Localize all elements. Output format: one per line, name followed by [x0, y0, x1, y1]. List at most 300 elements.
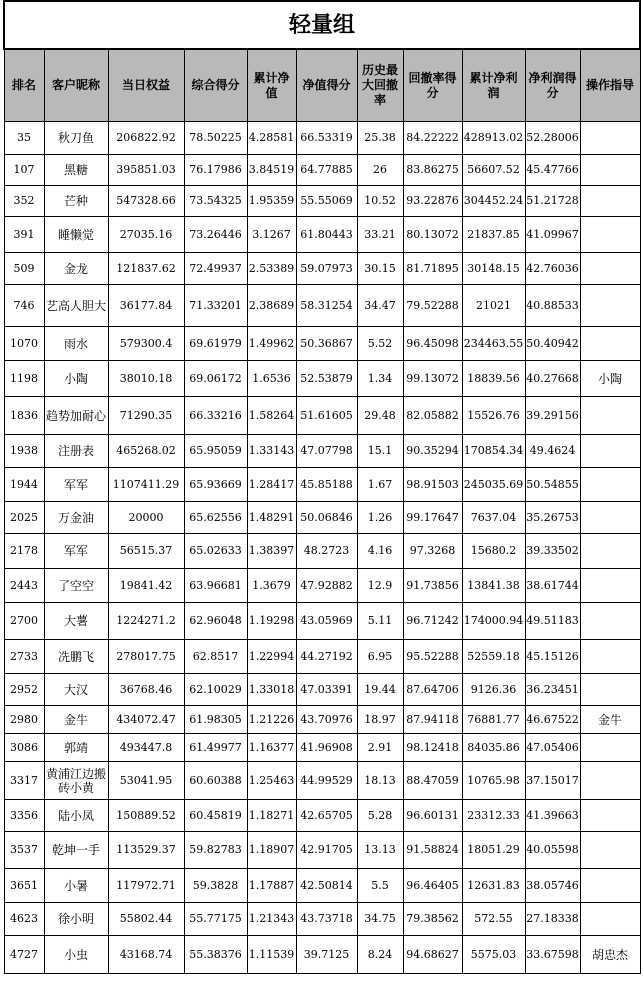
cell-equity: 36768.46	[108, 674, 184, 706]
cell-equity: 434072.47	[108, 706, 184, 734]
cell-cum-nav: 1.48291	[247, 502, 296, 534]
cell-equity: 395851.03	[108, 155, 184, 186]
cell-cum-profit: 428913.02	[462, 122, 525, 155]
table-row	[4, 674, 640, 706]
cell-nickname: 注册表	[44, 435, 108, 468]
cell-rank: 2700	[4, 603, 44, 640]
cell-cum-nav: 1.18271	[247, 800, 296, 832]
cell-equity: 1224271.2	[108, 603, 184, 640]
cell-drawdown-score: 99.17647	[403, 502, 462, 534]
cell-nav-score: 45.85188	[296, 468, 357, 502]
table-row	[4, 155, 640, 186]
cell-max-drawdown: 5.11	[357, 603, 403, 640]
cell-guide	[580, 640, 640, 674]
table-row	[4, 640, 640, 674]
table-row	[4, 734, 640, 762]
cell-max-drawdown: 18.97	[357, 706, 403, 734]
cell-cum-profit: 23312.33	[462, 800, 525, 832]
cell-profit-score: 40.88533	[525, 285, 580, 327]
cell-cum-profit: 21837.85	[462, 217, 525, 253]
cell-total-score: 55.38376	[184, 936, 247, 974]
ranking-table	[3, 0, 641, 974]
cell-equity: 38010.18	[108, 361, 184, 397]
cell-cum-nav: 2.38689	[247, 285, 296, 327]
cell-cum-profit: 234463.55	[462, 327, 525, 361]
cell-total-score: 69.06172	[184, 361, 247, 397]
cell-nav-score: 44.27192	[296, 640, 357, 674]
cell-profit-score: 46.67522	[525, 706, 580, 734]
cell-nav-score: 52.53879	[296, 361, 357, 397]
cell-nav-score: 43.73718	[296, 903, 357, 936]
header-profit-score: 净利润得分	[525, 49, 580, 122]
cell-rank: 3317	[4, 762, 44, 800]
cell-cum-nav: 4.28581	[247, 122, 296, 155]
cell-cum-nav: 1.21343	[247, 903, 296, 936]
cell-drawdown-score: 81.71895	[403, 253, 462, 285]
table-row	[4, 706, 640, 734]
header-rank: 排名	[4, 49, 44, 122]
cell-cum-nav: 1.21226	[247, 706, 296, 734]
cell-nickname: 万金油	[44, 502, 108, 534]
cell-drawdown-score: 91.58824	[403, 832, 462, 869]
cell-cum-profit: 18839.56	[462, 361, 525, 397]
cell-profit-score: 38.05746	[525, 869, 580, 903]
cell-nav-score: 47.03391	[296, 674, 357, 706]
cell-cum-nav: 1.95359	[247, 186, 296, 217]
cell-guide	[580, 285, 640, 327]
cell-drawdown-score: 79.52288	[403, 285, 462, 327]
cell-total-score: 60.45819	[184, 800, 247, 832]
cell-nickname: 黑糖	[44, 155, 108, 186]
cell-profit-score: 39.33502	[525, 534, 580, 569]
cell-cum-nav: 1.18907	[247, 832, 296, 869]
header-drawdown-score: 回撤率得分	[403, 49, 462, 122]
cell-max-drawdown: 10.52	[357, 186, 403, 217]
cell-cum-profit: 5575.03	[462, 936, 525, 974]
cell-guide	[580, 327, 640, 361]
cell-equity: 43168.74	[108, 936, 184, 974]
cell-total-score: 65.95059	[184, 435, 247, 468]
header-nav-score: 净值得分	[296, 49, 357, 122]
cell-total-score: 73.26446	[184, 217, 247, 253]
cell-guide: 金牛	[580, 706, 640, 734]
cell-guide	[580, 762, 640, 800]
cell-nav-score: 50.06846	[296, 502, 357, 534]
cell-rank: 3537	[4, 832, 44, 869]
cell-nav-score: 42.65705	[296, 800, 357, 832]
cell-nickname: 小陶	[44, 361, 108, 397]
cell-nickname: 冼鹏飞	[44, 640, 108, 674]
cell-total-score: 60.60388	[184, 762, 247, 800]
cell-rank: 391	[4, 217, 44, 253]
cell-guide	[580, 903, 640, 936]
header-cum-nav: 累计净值	[247, 49, 296, 122]
table-row	[4, 936, 640, 974]
cell-profit-score: 40.27668	[525, 361, 580, 397]
cell-nickname: 金龙	[44, 253, 108, 285]
cell-guide	[580, 253, 640, 285]
cell-cum-profit: 15526.76	[462, 397, 525, 435]
cell-equity: 579300.4	[108, 327, 184, 361]
cell-nav-score: 47.92882	[296, 569, 357, 603]
cell-drawdown-score: 96.46405	[403, 869, 462, 903]
cell-nickname: 趋势加耐心	[44, 397, 108, 435]
table-row	[4, 603, 640, 640]
cell-drawdown-score: 96.45098	[403, 327, 462, 361]
header-cum-profit: 累计净利润	[462, 49, 525, 122]
cell-rank: 1198	[4, 361, 44, 397]
cell-total-score: 62.10029	[184, 674, 247, 706]
cell-cum-nav: 1.33143	[247, 435, 296, 468]
cell-cum-nav: 1.28417	[247, 468, 296, 502]
cell-guide	[580, 534, 640, 569]
cell-guide	[580, 832, 640, 869]
cell-total-score: 71.33201	[184, 285, 247, 327]
cell-drawdown-score: 84.22222	[403, 122, 462, 155]
cell-profit-score: 37.15017	[525, 762, 580, 800]
cell-nav-score: 44.99529	[296, 762, 357, 800]
cell-guide	[580, 468, 640, 502]
cell-profit-score: 49.51183	[525, 603, 580, 640]
cell-cum-profit: 15680.2	[462, 534, 525, 569]
cell-cum-profit: 13841.38	[462, 569, 525, 603]
cell-max-drawdown: 29.48	[357, 397, 403, 435]
cell-max-drawdown: 1.34	[357, 361, 403, 397]
cell-equity: 465268.02	[108, 435, 184, 468]
cell-cum-profit: 56607.52	[462, 155, 525, 186]
cell-nav-score: 55.55069	[296, 186, 357, 217]
header-max-drawdown: 历史最大回撤率	[357, 49, 403, 122]
cell-equity: 121837.62	[108, 253, 184, 285]
cell-guide	[580, 217, 640, 253]
cell-nickname: 睡懒觉	[44, 217, 108, 253]
cell-equity: 36177.84	[108, 285, 184, 327]
cell-equity: 71290.35	[108, 397, 184, 435]
cell-cum-profit: 18051.29	[462, 832, 525, 869]
cell-profit-score: 50.40942	[525, 327, 580, 361]
cell-total-score: 72.49937	[184, 253, 247, 285]
cell-max-drawdown: 8.24	[357, 936, 403, 974]
cell-max-drawdown: 19.44	[357, 674, 403, 706]
cell-equity: 117972.71	[108, 869, 184, 903]
cell-cum-profit: 304452.24	[462, 186, 525, 217]
cell-max-drawdown: 13.13	[357, 832, 403, 869]
table-row	[4, 435, 640, 468]
table-row	[4, 869, 640, 903]
cell-cum-nav: 1.38397	[247, 534, 296, 569]
cell-equity: 547328.66	[108, 186, 184, 217]
cell-max-drawdown: 1.26	[357, 502, 403, 534]
cell-equity: 493447.8	[108, 734, 184, 762]
cell-cum-profit: 76881.77	[462, 706, 525, 734]
cell-profit-score: 35.26753	[525, 502, 580, 534]
cell-guide	[580, 122, 640, 155]
cell-equity: 278017.75	[108, 640, 184, 674]
cell-max-drawdown: 5.28	[357, 800, 403, 832]
cell-total-score: 61.49977	[184, 734, 247, 762]
table-row	[4, 186, 640, 217]
cell-profit-score: 38.61744	[525, 569, 580, 603]
cell-profit-score: 40.05598	[525, 832, 580, 869]
cell-guide	[580, 674, 640, 706]
cell-max-drawdown: 15.1	[357, 435, 403, 468]
cell-cum-nav: 1.49962	[247, 327, 296, 361]
cell-guide	[580, 734, 640, 762]
cell-rank: 4727	[4, 936, 44, 974]
cell-equity: 55802.44	[108, 903, 184, 936]
cell-rank: 1836	[4, 397, 44, 435]
cell-nickname: 郭靖	[44, 734, 108, 762]
cell-cum-profit: 245035.69	[462, 468, 525, 502]
cell-cum-nav: 1.17887	[247, 869, 296, 903]
cell-nav-score: 64.77885	[296, 155, 357, 186]
cell-cum-nav: 1.6536	[247, 361, 296, 397]
cell-profit-score: 47.05406	[525, 734, 580, 762]
cell-guide	[580, 435, 640, 468]
cell-max-drawdown: 18.13	[357, 762, 403, 800]
cell-guide	[580, 186, 640, 217]
cell-cum-profit: 10765.98	[462, 762, 525, 800]
table-row	[4, 217, 640, 253]
cell-max-drawdown: 2.91	[357, 734, 403, 762]
cell-max-drawdown: 6.95	[357, 640, 403, 674]
cell-guide	[580, 502, 640, 534]
cell-nickname: 军军	[44, 534, 108, 569]
cell-guide	[580, 397, 640, 435]
cell-guide: 小陶	[580, 361, 640, 397]
cell-nickname: 金牛	[44, 706, 108, 734]
cell-cum-profit: 174000.94	[462, 603, 525, 640]
cell-profit-score: 41.39663	[525, 800, 580, 832]
cell-nav-score: 51.61605	[296, 397, 357, 435]
cell-nickname: 乾坤一手	[44, 832, 108, 869]
cell-drawdown-score: 93.22876	[403, 186, 462, 217]
cell-total-score: 65.93669	[184, 468, 247, 502]
cell-nickname: 陆小凤	[44, 800, 108, 832]
cell-drawdown-score: 88.47059	[403, 762, 462, 800]
cell-drawdown-score: 91.73856	[403, 569, 462, 603]
cell-total-score: 66.33216	[184, 397, 247, 435]
cell-cum-nav: 1.58264	[247, 397, 296, 435]
table-row	[4, 285, 640, 327]
cell-equity: 27035.16	[108, 217, 184, 253]
cell-rank: 509	[4, 253, 44, 285]
cell-rank: 1070	[4, 327, 44, 361]
table-row	[4, 397, 640, 435]
cell-total-score: 78.50225	[184, 122, 247, 155]
cell-total-score: 59.3828	[184, 869, 247, 903]
cell-cum-nav: 1.22994	[247, 640, 296, 674]
cell-nav-score: 50.36867	[296, 327, 357, 361]
cell-total-score: 62.8517	[184, 640, 247, 674]
cell-cum-nav: 1.16377	[247, 734, 296, 762]
cell-rank: 107	[4, 155, 44, 186]
cell-total-score: 76.17986	[184, 155, 247, 186]
cell-cum-profit: 21021	[462, 285, 525, 327]
table-row	[4, 253, 640, 285]
cell-max-drawdown: 5.52	[357, 327, 403, 361]
table-row	[4, 122, 640, 155]
cell-max-drawdown: 25.38	[357, 122, 403, 155]
cell-drawdown-score: 83.86275	[403, 155, 462, 186]
header-guide: 操作指导	[580, 49, 640, 122]
cell-guide	[580, 800, 640, 832]
cell-nav-score: 61.80443	[296, 217, 357, 253]
cell-profit-score: 39.29156	[525, 397, 580, 435]
cell-cum-profit: 170854.34	[462, 435, 525, 468]
cell-total-score: 55.77175	[184, 903, 247, 936]
cell-total-score: 63.96681	[184, 569, 247, 603]
cell-drawdown-score: 99.13072	[403, 361, 462, 397]
cell-total-score: 73.54325	[184, 186, 247, 217]
cell-profit-score: 27.18338	[525, 903, 580, 936]
cell-nav-score: 48.2723	[296, 534, 357, 569]
cell-rank: 2443	[4, 569, 44, 603]
cell-nav-score: 41.96908	[296, 734, 357, 762]
cell-profit-score: 45.47766	[525, 155, 580, 186]
cell-max-drawdown: 1.67	[357, 468, 403, 502]
table-row	[4, 903, 640, 936]
cell-rank: 3651	[4, 869, 44, 903]
cell-nav-score: 42.91705	[296, 832, 357, 869]
cell-guide	[580, 155, 640, 186]
table-row	[4, 569, 640, 603]
cell-drawdown-score: 94.68627	[403, 936, 462, 974]
cell-max-drawdown: 5.5	[357, 869, 403, 903]
cell-guide	[580, 603, 640, 640]
cell-cum-profit: 9126.36	[462, 674, 525, 706]
table-row	[4, 534, 640, 569]
cell-max-drawdown: 26	[357, 155, 403, 186]
cell-rank: 3356	[4, 800, 44, 832]
cell-rank: 1938	[4, 435, 44, 468]
cell-profit-score: 45.15126	[525, 640, 580, 674]
cell-nav-score: 59.07973	[296, 253, 357, 285]
cell-drawdown-score: 96.71242	[403, 603, 462, 640]
cell-nav-score: 47.07798	[296, 435, 357, 468]
cell-nav-score: 43.70976	[296, 706, 357, 734]
cell-drawdown-score: 96.60131	[403, 800, 462, 832]
cell-equity: 150889.52	[108, 800, 184, 832]
cell-nickname: 大薯	[44, 603, 108, 640]
cell-drawdown-score: 95.52288	[403, 640, 462, 674]
table-row	[4, 327, 640, 361]
table-row	[4, 800, 640, 832]
table-row	[4, 832, 640, 869]
cell-profit-score: 33.67598	[525, 936, 580, 974]
cell-cum-nav: 1.11539	[247, 936, 296, 974]
cell-max-drawdown: 30.15	[357, 253, 403, 285]
cell-profit-score: 51.21728	[525, 186, 580, 217]
cell-rank: 2025	[4, 502, 44, 534]
cell-drawdown-score: 98.12418	[403, 734, 462, 762]
cell-rank: 2178	[4, 534, 44, 569]
cell-rank: 2952	[4, 674, 44, 706]
cell-equity: 206822.92	[108, 122, 184, 155]
cell-max-drawdown: 34.75	[357, 903, 403, 936]
table-row	[4, 361, 640, 397]
cell-nickname: 小暑	[44, 869, 108, 903]
cell-nav-score: 66.53319	[296, 122, 357, 155]
cell-nickname: 艺高人胆大	[44, 285, 108, 327]
table-row	[4, 762, 640, 800]
cell-nickname: 了空空	[44, 569, 108, 603]
cell-nickname: 大汉	[44, 674, 108, 706]
cell-nickname: 芒种	[44, 186, 108, 217]
cell-cum-nav: 3.1267	[247, 217, 296, 253]
cell-profit-score: 49.4624	[525, 435, 580, 468]
cell-nav-score: 43.05969	[296, 603, 357, 640]
cell-cum-nav: 1.33018	[247, 674, 296, 706]
cell-equity: 113529.37	[108, 832, 184, 869]
table-row	[4, 468, 640, 502]
cell-nickname: 雨水	[44, 327, 108, 361]
cell-total-score: 69.61979	[184, 327, 247, 361]
table-row	[4, 502, 640, 534]
header-nickname: 客户昵称	[44, 49, 108, 122]
cell-nickname: 小虫	[44, 936, 108, 974]
cell-cum-nav: 3.84519	[247, 155, 296, 186]
cell-equity: 56515.37	[108, 534, 184, 569]
cell-equity: 19841.42	[108, 569, 184, 603]
cell-profit-score: 52.28006	[525, 122, 580, 155]
cell-max-drawdown: 4.16	[357, 534, 403, 569]
cell-max-drawdown: 33.21	[357, 217, 403, 253]
cell-max-drawdown: 34.47	[357, 285, 403, 327]
cell-cum-nav: 2.53389	[247, 253, 296, 285]
cell-profit-score: 42.76036	[525, 253, 580, 285]
cell-drawdown-score: 80.13072	[403, 217, 462, 253]
header-equity: 当日权益	[108, 49, 184, 122]
cell-drawdown-score: 90.35294	[403, 435, 462, 468]
cell-drawdown-score: 97.3268	[403, 534, 462, 569]
cell-rank: 3086	[4, 734, 44, 762]
cell-guide	[580, 569, 640, 603]
cell-rank: 2980	[4, 706, 44, 734]
cell-drawdown-score: 79.38562	[403, 903, 462, 936]
cell-cum-profit: 572.55	[462, 903, 525, 936]
cell-rank: 352	[4, 186, 44, 217]
cell-nav-score: 58.31254	[296, 285, 357, 327]
cell-cum-profit: 52559.18	[462, 640, 525, 674]
cell-nav-score: 39.7125	[296, 936, 357, 974]
cell-cum-profit: 12631.83	[462, 869, 525, 903]
cell-profit-score: 36.23451	[525, 674, 580, 706]
header-total-score: 综合得分	[184, 49, 247, 122]
cell-rank: 35	[4, 122, 44, 155]
cell-equity: 20000	[108, 502, 184, 534]
cell-nav-score: 42.50814	[296, 869, 357, 903]
cell-rank: 746	[4, 285, 44, 327]
cell-cum-nav: 1.25463	[247, 762, 296, 800]
cell-max-drawdown: 12.9	[357, 569, 403, 603]
cell-cum-profit: 84035.86	[462, 734, 525, 762]
cell-cum-nav: 1.3679	[247, 569, 296, 603]
cell-cum-profit: 30148.15	[462, 253, 525, 285]
cell-equity: 53041.95	[108, 762, 184, 800]
cell-rank: 2733	[4, 640, 44, 674]
cell-total-score: 61.98305	[184, 706, 247, 734]
cell-rank: 4623	[4, 903, 44, 936]
cell-drawdown-score: 82.05882	[403, 397, 462, 435]
cell-nickname: 黄浦江边搬砖小黄	[44, 762, 108, 800]
header-row	[4, 49, 640, 122]
cell-nickname: 军军	[44, 468, 108, 502]
cell-nickname: 秋刀鱼	[44, 122, 108, 155]
cell-total-score: 65.02633	[184, 534, 247, 569]
cell-rank: 1944	[4, 468, 44, 502]
cell-profit-score: 50.54855	[525, 468, 580, 502]
